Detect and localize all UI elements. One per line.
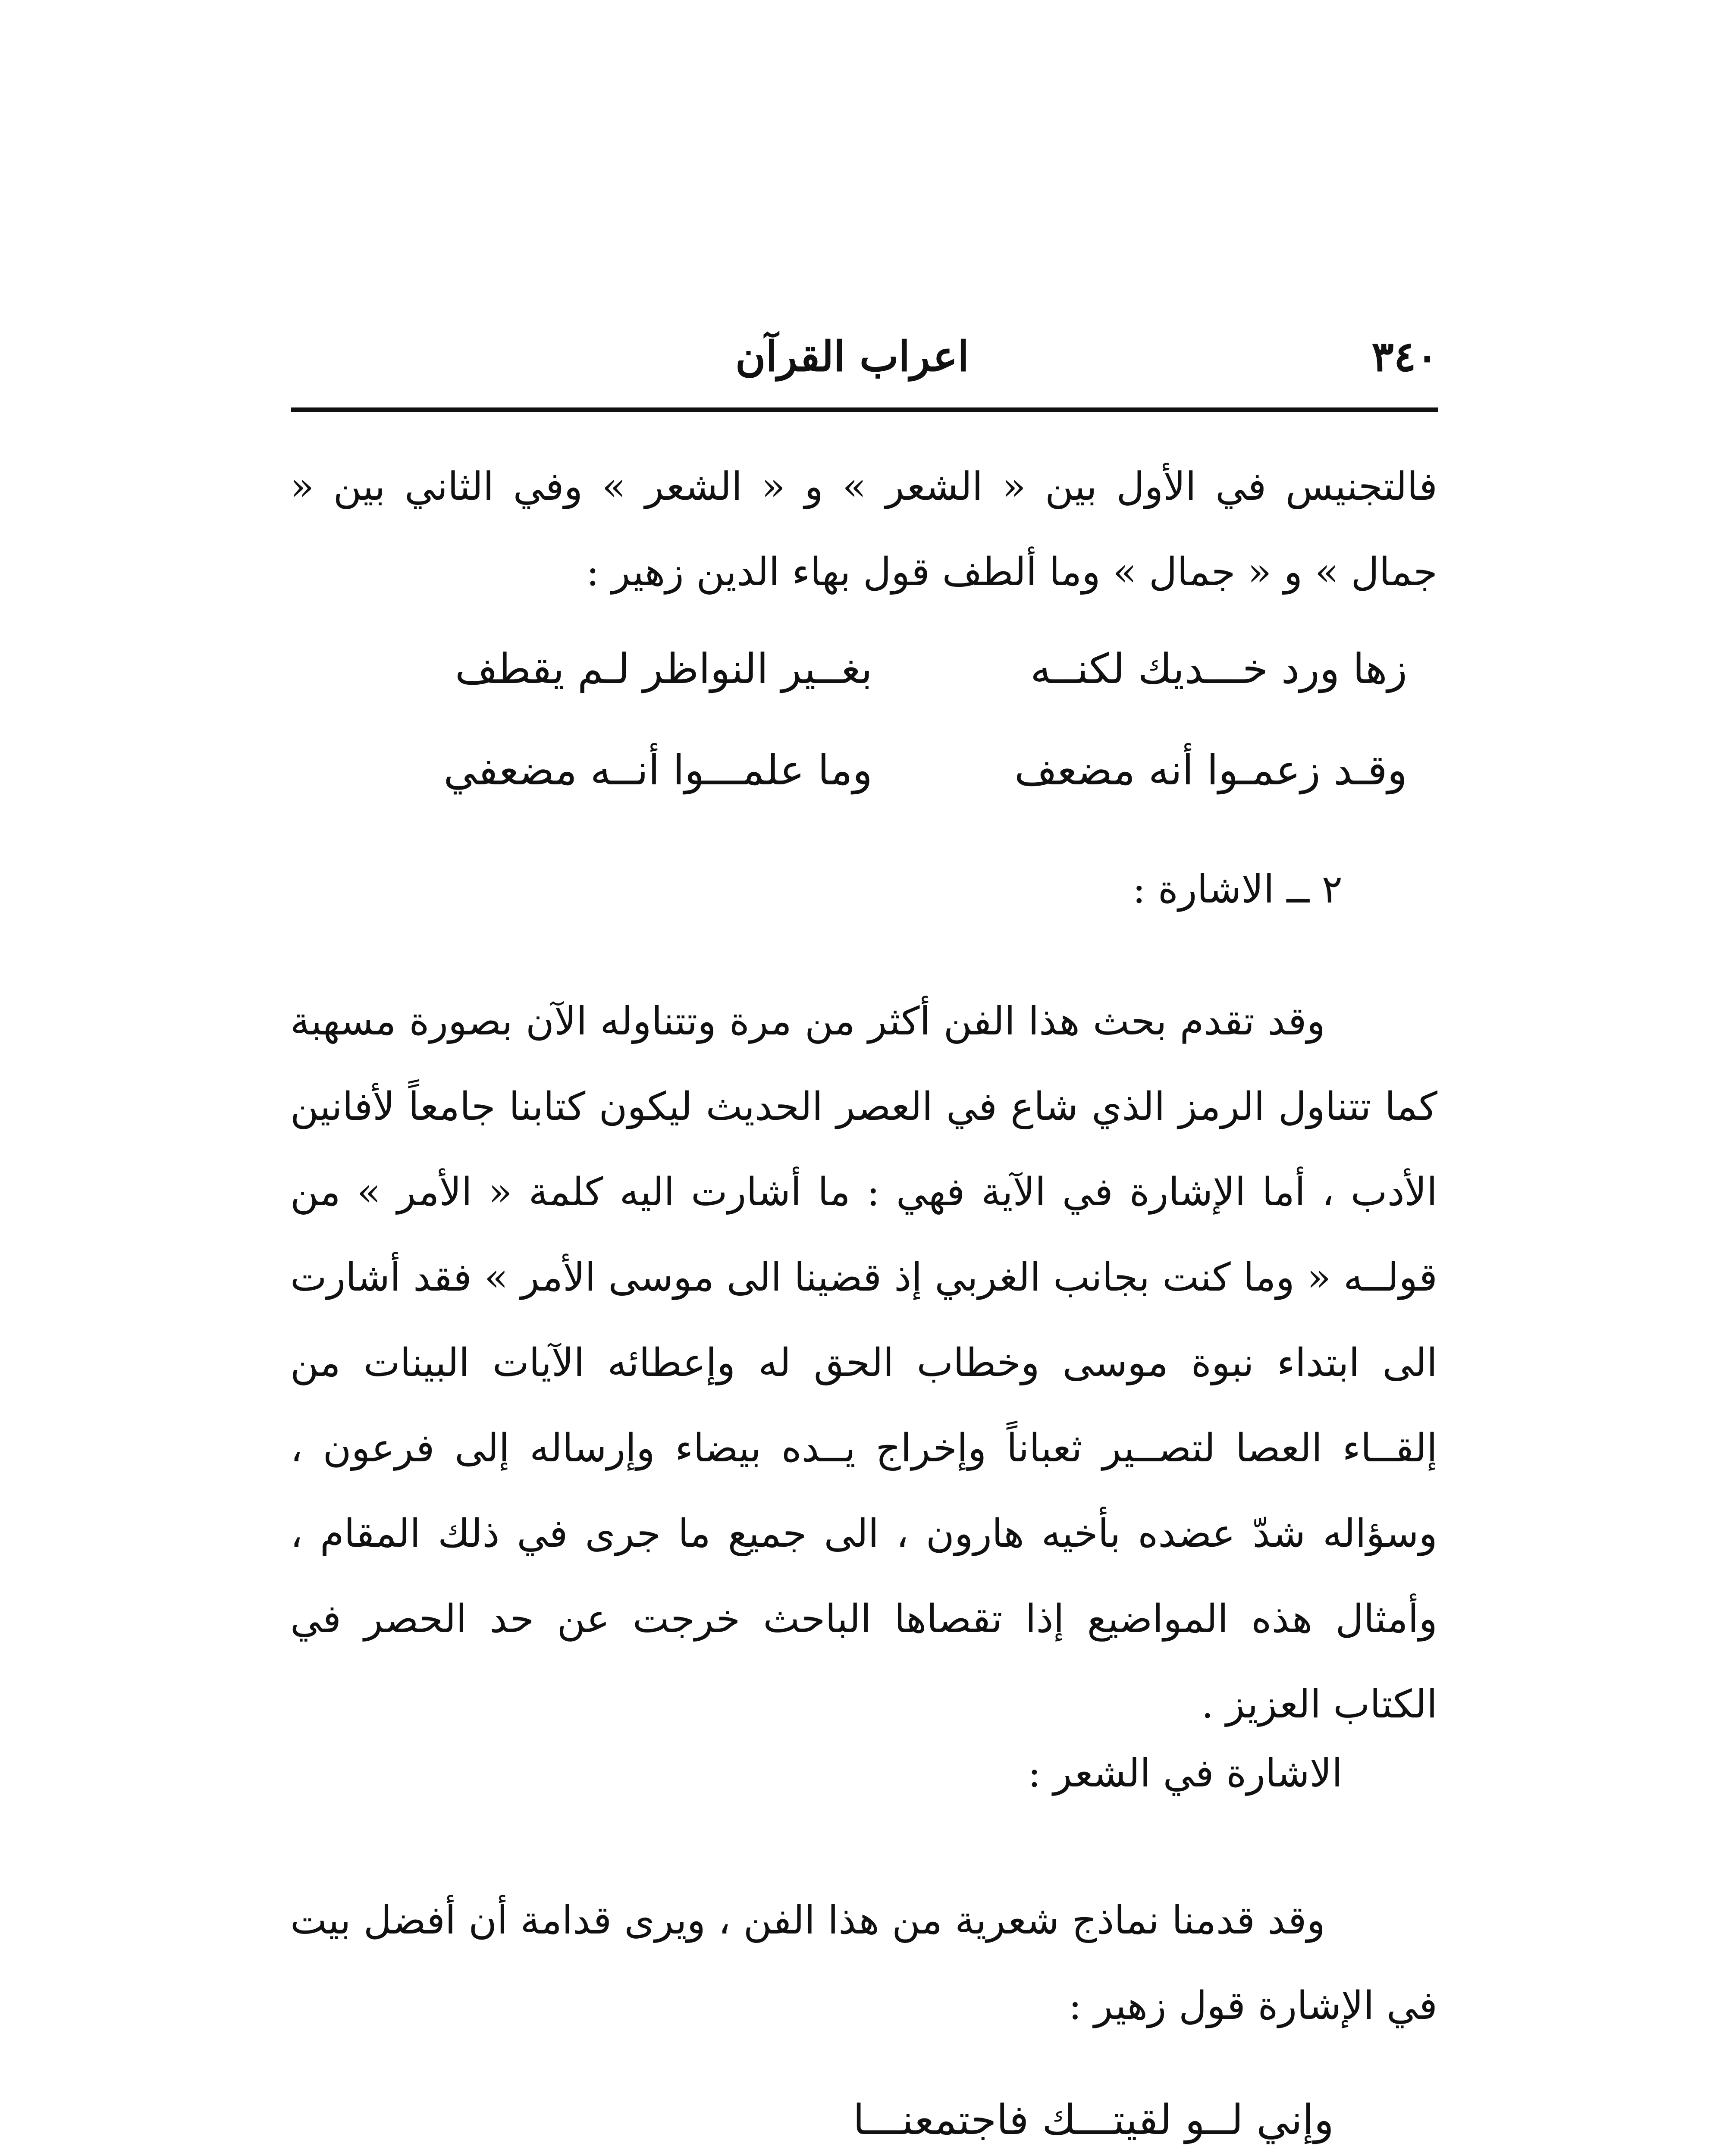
section-heading-ishara-poetry: الاشارة في الشعر : bbox=[1028, 1751, 1343, 1796]
verse-3-first-hemistich: وإني لــو لقيتـــك فاجتمعنـــا bbox=[853, 2096, 1334, 2144]
paragraph-2: وقد تقدم بحث هذا الفن أكثر من مرة وتتناوله الآن بصورة مسهبة كما تتناول الرمز الذي شاع في العصر الحديث ليكون كتابنا جامعاً لأفانين الأدب ، أما الإشارة في الآية فهي : ما أشارت اليه كلمة « الأمر » من قولــه « وما كنت بجانب الغربي إذ قضينا الى موسى الأمر » فقد أشارت الى ابتداء نبوة موسى وخطاب الحق له وإعطائه الآيات البينات من إلقــاء العصا لتصــير ثعباناً وإخراج يــده بيضاء وإرساله إلى فرعون ، وسؤاله شدّ عضده بأخيه هارون ، الى جميع ما جرى في ذلك المقام ، وأمثال هذه المواضيع إذا تقصاها الباحث خرجت عن حد الحصر في الكتاب العزيز . bbox=[290, 999, 1437, 1727]
page-number: ٣٤٠ bbox=[1371, 332, 1438, 381]
verse-2-second-hemistich: وما علمـــوا أنــه مضعفي bbox=[443, 746, 872, 794]
verse-2-first-hemistich: وقـد زعمـوا أنه مضعف bbox=[1014, 746, 1407, 794]
running-title: اعراب القرآن bbox=[735, 332, 969, 381]
verse-1-second-hemistich: بغــير النواظر لـم يقطف bbox=[455, 645, 872, 693]
section-heading-ishara: ٢ ــ الاشارة : bbox=[1132, 867, 1343, 912]
verse-1-first-hemistich: زها ورد خـــديك لكنــه bbox=[1030, 645, 1407, 693]
paragraph-3: وقد قدمنا نماذج شعرية من هذا الفن ، ويرى قدامة أن أفضل بيت في الإشارة قول زهير : bbox=[290, 1898, 1437, 2028]
header-rule bbox=[291, 407, 1438, 412]
paragraph-1: فالتجنيس في الأول بين « الشعر » و « الشعر » وفي الثاني بين « جمال » و « جمال » وما ألطف قول بهاء الدين زهير : bbox=[290, 464, 1437, 595]
page-header bbox=[291, 315, 1438, 401]
